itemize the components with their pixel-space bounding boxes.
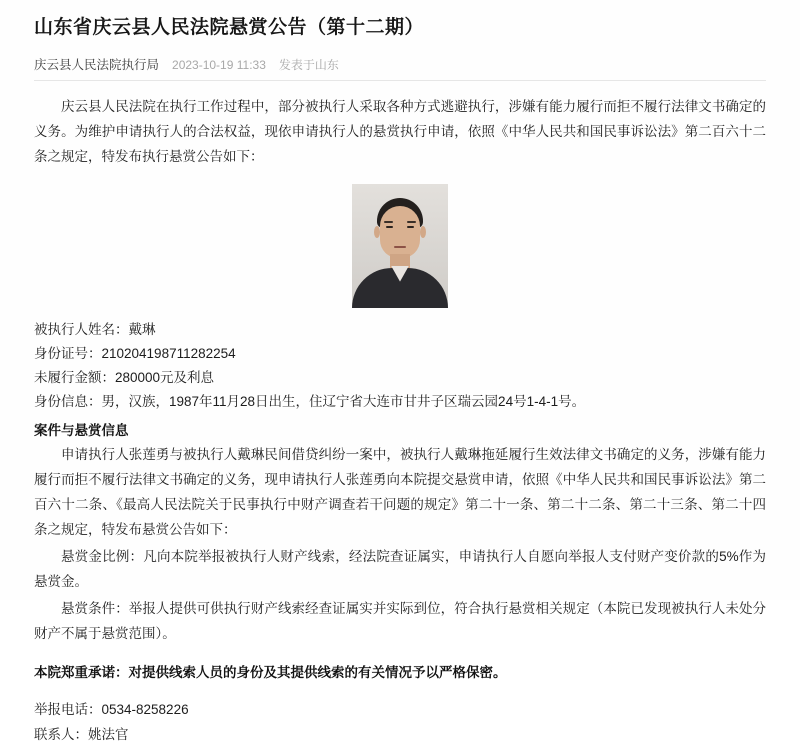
field-value: 280000元及利息 — [115, 370, 215, 386]
field-label: 被执行人姓名： — [34, 321, 129, 337]
contact-value: 0534-8258226 — [101, 701, 189, 717]
reward-condition-paragraph: 悬赏条件：举报人提供可供执行财产线索经查证属实并实际到位，符合执行悬赏相关规定（本院已发现被执行人未处分财产不属于悬赏范围）。 — [34, 601, 766, 642]
photo-mouth — [394, 246, 406, 249]
field-row — [34, 318, 766, 342]
contact-row — [34, 722, 766, 748]
photo-eye-left — [386, 226, 393, 229]
contact-row — [34, 697, 766, 723]
confidentiality-pledge: 本院郑重承诺：对提供线索人员的身份及其提供线索的有关情况予以严格保密。 — [34, 665, 507, 681]
section-title: 案件与悬赏信息 — [34, 422, 129, 438]
page-title: 山东省庆云县人民法院悬赏公告（第十二期） — [34, 17, 425, 38]
wanted-person-photo — [352, 184, 448, 308]
field-label: 身份证号： — [34, 345, 102, 361]
contact-label: 联系人： — [34, 727, 88, 743]
intro-paragraph: 庆云县人民法院在执行工作过程中，部分被执行人采取各种方式逃避执行，涉嫌有能力履行而拒不履行法律文书确定的义务。为维护申请执行人的合法权益，现依申请执行人的悬赏执行申请，依照《中华人民共和国民事诉讼法》第二百六十二条之规定，特发布执行悬赏公告如下： — [34, 98, 766, 164]
field-row — [34, 342, 766, 366]
contact-value: 姚法官 — [88, 727, 129, 743]
meta-place: 发表于山东 — [278, 57, 339, 72]
field-row — [34, 390, 766, 414]
photo-brow-left — [384, 221, 393, 223]
reward-ratio-paragraph: 悬赏金比例：凡向本院举报被执行人财产线索，经法院查证属实，申请执行人自愿向举报人支付财产变价款的5%作为悬赏金。 — [34, 549, 766, 590]
photo-ear-right — [420, 226, 426, 238]
photo-brow-right — [407, 221, 416, 223]
photo-container — [34, 184, 766, 308]
photo-neck — [390, 254, 410, 268]
field-row — [34, 366, 766, 390]
field-value: 210204198711282254 — [101, 345, 236, 361]
photo-ear-left — [374, 226, 380, 238]
document-meta — [34, 55, 766, 81]
photo-face — [380, 206, 420, 258]
field-value: 戴琳 — [128, 321, 156, 337]
meta-source: 庆云县人民法院执行局 — [34, 57, 160, 72]
field-label: 未履行金额： — [34, 370, 115, 386]
case-paragraph: 申请执行人张莲勇与被执行人戴琳民间借贷纠纷一案中，被执行人戴琳拖延履行生效法律文书确定的义务，涉嫌有能力履行而拒不履行法律文书确定的义务，现申请执行人张莲勇向本院提交悬赏申请，依照《中华人民共和国民事诉讼法》第二百六十二条、《最高人民法院关于民事执行中财产调查若干问题的规定》第二十一条、第二十二条、第二十三条、第二十四条之规定，特发布悬赏公告如下： — [34, 447, 766, 538]
field-value: 男，汉族，1987年11月28日出生，住辽宁省大连市甘井子区瑞云园24号1-4-1号。 — [101, 394, 586, 410]
contact-label: 举报电话： — [34, 701, 102, 717]
photo-eye-right — [407, 226, 414, 229]
meta-datetime: 2023-10-19 11:33 — [172, 57, 266, 72]
field-label: 身份信息： — [34, 394, 102, 410]
